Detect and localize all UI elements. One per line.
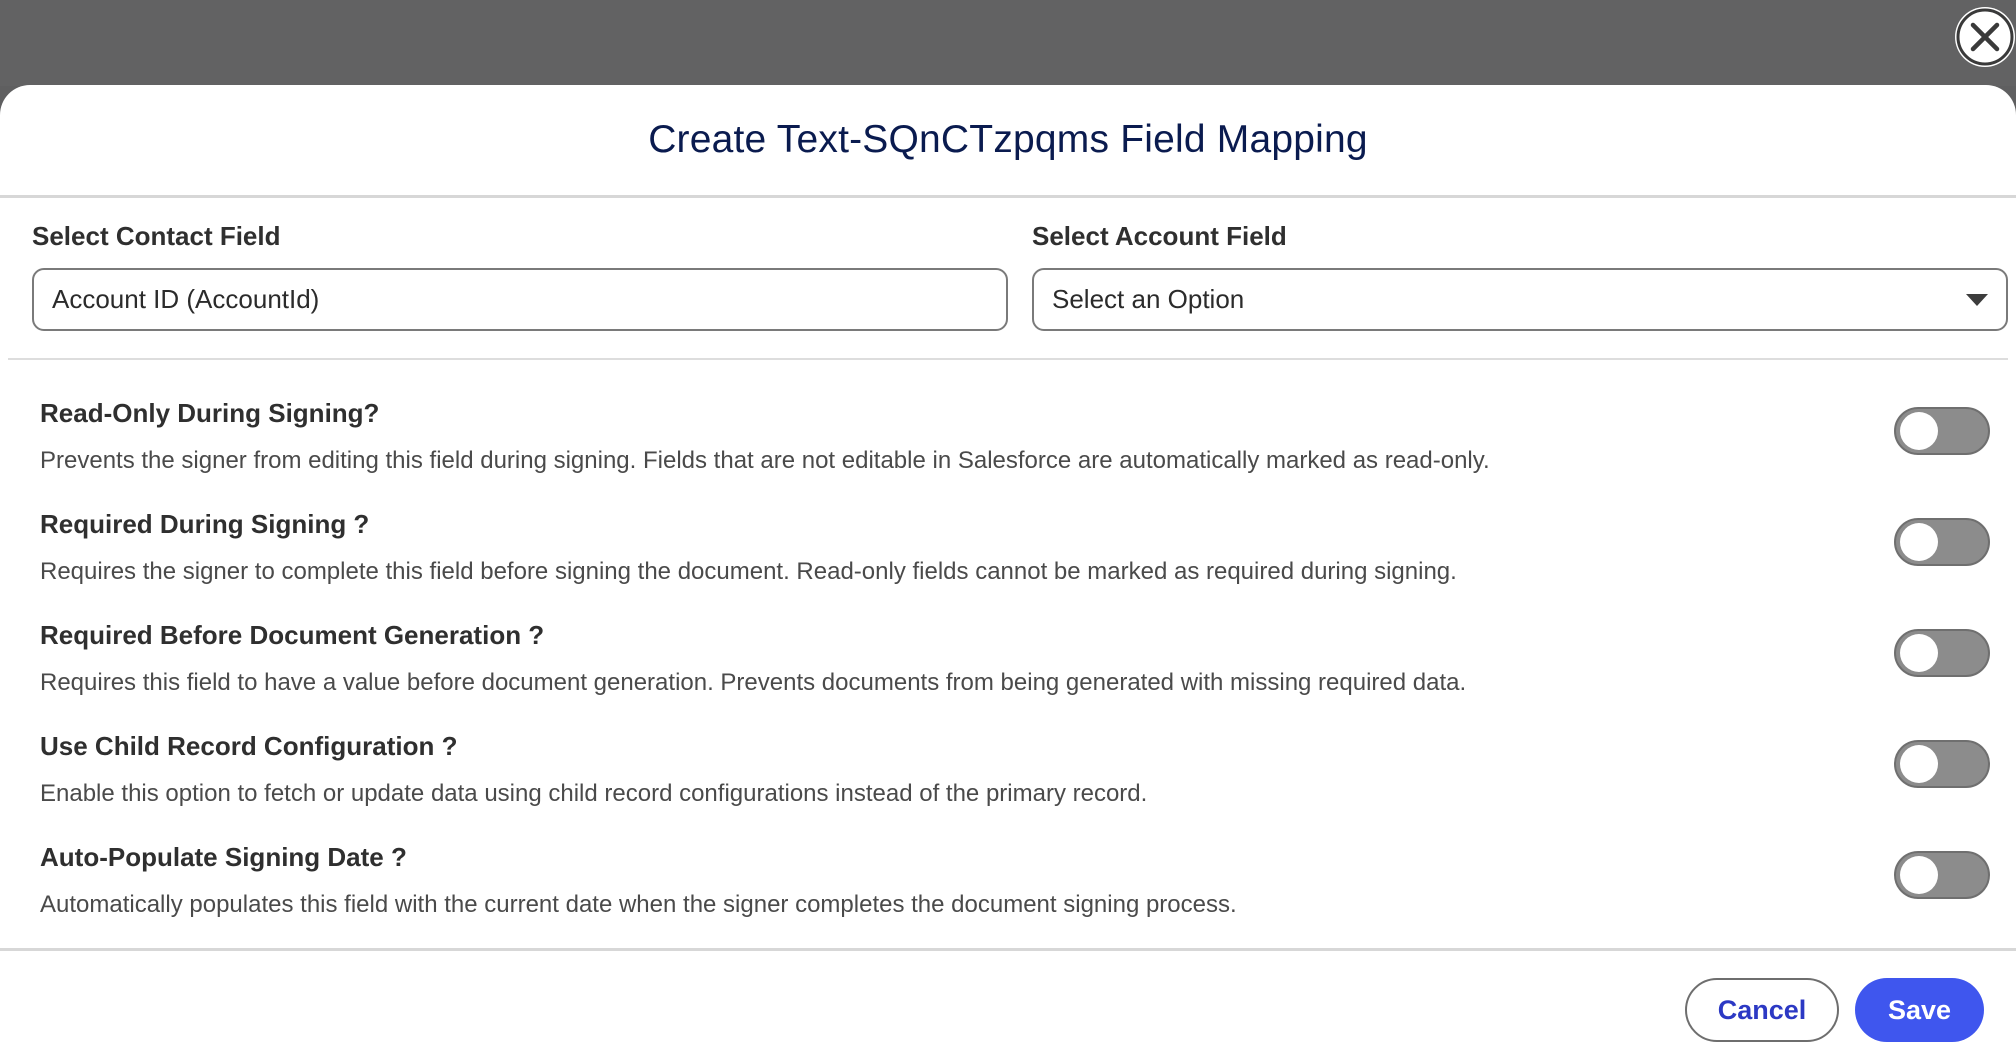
option-child-record-configuration [40,730,1990,841]
option-description: Automatically populates this field with the current date when the signer completes the document signing process. [40,891,1237,918]
option-title: Auto-Populate Signing Date ? [40,842,407,872]
option-description: Requires this field to have a value before document generation. Prevents documents from being generated with missing required data. [40,669,1467,696]
modal-header [0,85,2016,198]
option-required-before-generation [40,619,1990,730]
background-page-strip [0,0,2016,86]
close-icon [1955,7,2015,67]
child-record-configuration-toggle[interactable] [1894,740,1990,788]
read-only-toggle[interactable] [1894,407,1990,455]
modal-footer [0,948,2016,1064]
required-during-signing-toggle[interactable] [1894,518,1990,566]
option-title: Required During Signing ? [40,509,370,539]
option-title: Use Child Record Configuration ? [40,731,458,761]
option-title: Read-Only During Signing? [40,398,380,428]
save-button[interactable]: Save [1855,978,1984,1042]
field-mapping-modal [0,85,2016,1064]
account-field-label: Select Account Field [1032,221,1287,251]
cancel-button[interactable]: Cancel [1685,978,1839,1042]
contact-field-label: Select Contact Field [32,221,281,251]
account-field-selected-value: Select an Option [1052,284,1245,314]
contact-field-input[interactable] [32,268,1008,331]
toggle-knob [1900,745,1938,783]
option-title: Required Before Document Generation ? [40,620,545,650]
close-button[interactable] [1955,7,2015,67]
option-read-only [40,397,1990,508]
account-field-select[interactable] [1032,268,2008,331]
option-description: Requires the signer to complete this field before signing the document. Read-only fields cannot be marked as required during signing. [40,558,1457,585]
option-description: Enable this option to fetch or update data using child record configurations instead of the primary record. [40,780,1148,807]
modal-title: Create Text-SQnCTzpqms Field Mapping [648,118,1368,161]
toggle-knob [1900,412,1938,450]
toggle-knob [1900,856,1938,894]
toggle-knob [1900,634,1938,672]
required-before-generation-toggle[interactable] [1894,629,1990,677]
option-list [40,397,1990,952]
account-field-group [1032,221,2008,331]
chevron-down-icon [1966,294,1988,306]
option-required-during-signing [40,508,1990,619]
contact-field-group [32,221,1008,331]
auto-populate-signing-date-toggle[interactable] [1894,851,1990,899]
section-divider [8,358,2008,360]
toggle-knob [1900,523,1938,561]
option-auto-populate-signing-date [40,841,1990,952]
option-description: Prevents the signer from editing this field during signing. Fields that are not editable in Salesforce are automatically marked as read-only. [40,447,1490,474]
